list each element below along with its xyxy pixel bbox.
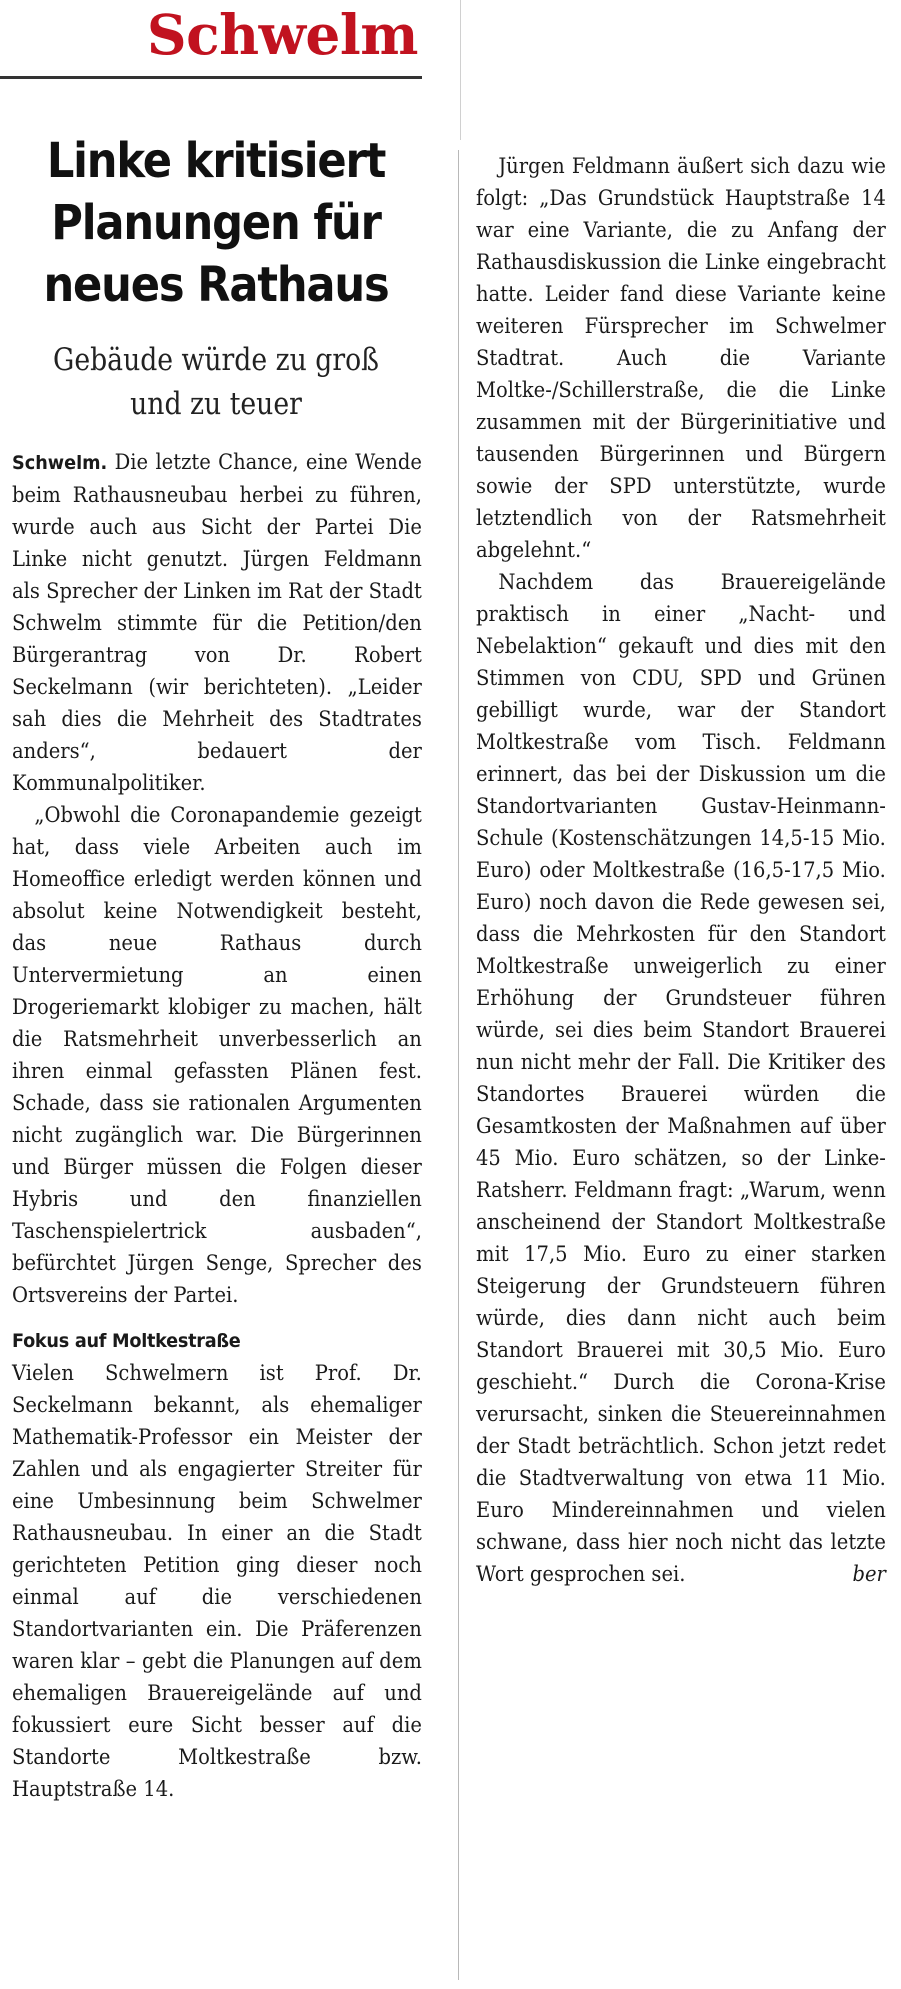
paragraph-1 [12, 446, 422, 799]
paragraph-3: Vielen Schwelmern ist Prof. Dr. Seckelmann bekannt, als ehemaliger Mathematik-Professor ein Meister der Zahlen und als engagierter Streiter für eine Umbesinnung beim Schwelmer Rathausneubau. In einer an die Stadt gerichteten Petition ging dieser noch einmal auf die verschiedenen Standortvarianten ein. Die Präferenzen waren klar – gebt die Planungen auf dem ehemaligen Brauereigelände auf und fokussiert eure Sicht besser auf die Standorte Moltkestraße bzw. Hauptstraße 14. [12, 1361, 422, 1801]
byline: ber [852, 1562, 886, 1586]
article-column-right [476, 150, 886, 1590]
section-heading: Fokus auf Moltkestraße [12, 1330, 241, 1352]
article-headline: Linke kritisiert Planungen für neues Rathaus [43, 133, 389, 313]
section-masthead [0, 0, 422, 80]
dateline: Schwelm. [12, 452, 108, 474]
paragraph-1-text: Die letzte Chance, eine Wende beim Rathausneubau herbei zu führen, wurde auch aus Sicht der Partei Die Linke nicht genutzt. Jürgen Feldmann als Sprecher der Linken im Rat der Stadt Schwelm stimmte für die Petition/den Bürgerantrag von Dr. Robert Seckelmann (wir berichteten). „Leider sah dies die Mehrheit des Stadtrates anders“, bedauert der Kommunalpolitiker. [12, 450, 422, 795]
article-column-left [12, 446, 422, 1805]
paragraph-5-text: Nachdem das Brauereigelände praktisch in einer „Nacht- und Nebelaktion“ gekauft und dies mit den Stimmen von CDU, SPD und Grünen gebilligt wurde, war der Standort Moltkestraße vom Tisch. Feldmann erinnert, das bei der Diskussion um die Standortvarianten Gustav-Heinmann-Schule (Kostenschätzungen 14,5-15 Mio. Euro) oder Moltkestraße (16,5-17,5 Mio. Euro) noch davon die Rede gewesen sei, dass die Mehrkosten für den Standort Moltkestraße unweigerlich zu einer Erhöhung der Grundsteuer führen würde, sei dies beim Standort Brauerei nun nicht mehr der Fall. Die Kritiker des Standortes Brauerei würden die Gesamtkosten der Maßnahmen auf über 45 Mio. Euro schätzen, so der Linke-Ratsherr. Feldmann fragt: „Warum, wenn anscheinend der Standort Moltkestraße mit 17,5 Mio. Euro zu einer starken Steigerung der Grundsteuern führen würde, dies dann nicht auch beim Standort Brauerei mit 30,5 Mio. Euro geschieht.“ Durch die Corona-Krise verursacht, sinken die Steuereinnahmen der Stadt beträchtlich. Schon jetzt redet die Stadtverwaltung von etwa 11 Mio. Euro Mindereinnahmen und vielen schwane, dass hier noch nicht das letzte Wort gesprochen sei. [476, 570, 886, 1586]
article-subheadline: Gebäude würde zu groß und zu teuer [53, 342, 379, 422]
masthead-rule [0, 76, 422, 79]
paragraph-2: „Obwohl die Coronapandemie gezeigt hat, dass viele Arbeiten auch im Homeoffice erledigt werden können und absolut keine Notwendigkeit besteht, das neue Rathaus durch Untervermietung an einen Drogeriemarkt klobiger zu machen, hält die Ratsmehrheit unverbesserlich an ihren einmal gefassten Plänen fest. Schade, dass sie rationalen Argumenten nicht zugänglich war. Die Bürgerinnen und Bürger müssen die Folgen dieser Hybris und den finanziellen Taschenspielertrick ausbaden“, befürchtet Jürgen Senge, Sprecher des Ortsvereins der Partei. [12, 803, 422, 1307]
paragraph-4: Jürgen Feldmann äußert sich dazu wie folgt: „Das Grundstück Hauptstraße 14 war eine Variante, die zu Anfang der Rathausdiskussion die Linke eingebracht hatte. Leider fand diese Variante keine weiteren Fürsprecher im Schwelmer Stadtrat. Auch die Variante Moltke-/Schillerstraße, die die Linke zusammen mit der Bürgerinitiative und tausenden Bürgerinnen und Bürgern sowie der SPD unterstützte, wurde letztendlich von der Ratsmehrheit abgelehnt.“ [476, 154, 886, 562]
column-divider-top [460, 0, 461, 140]
paragraph-5 [476, 566, 886, 1590]
column-divider [458, 150, 459, 1980]
section-title: Schwelm [146, 2, 418, 67]
